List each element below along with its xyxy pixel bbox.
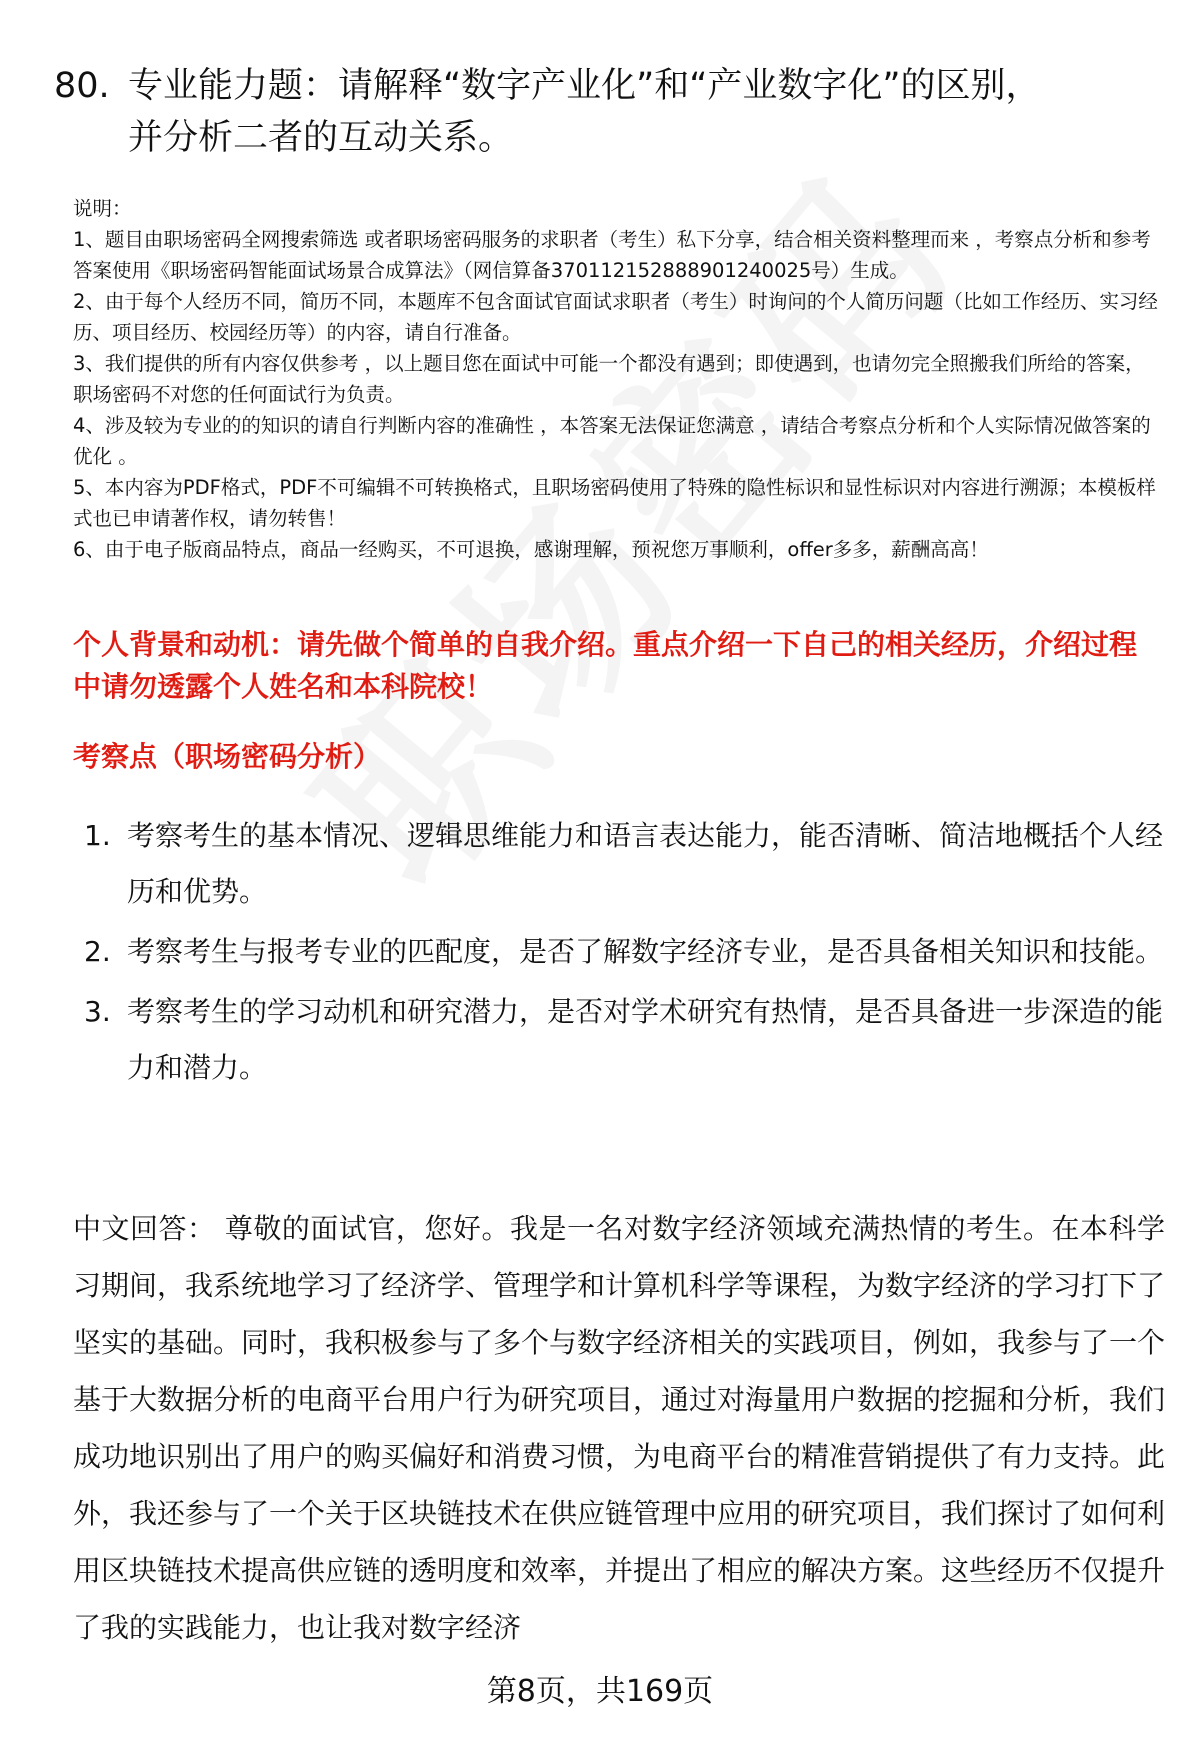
motivation-heading: 个人背景和动机：请先做个简单的自我介绍。重点介绍一下自己的相关经历，介绍过程中请勿透露个人姓名和本科院校！ [73,628,1138,703]
note-item: 6、由于电子版商品特点，商品一经购买，不可退换，感谢理解，预祝您万事顺利，offer多多，薪酬高高！ [73,538,989,561]
list-item [84,808,1164,920]
note-item: 4、涉及较为专业的的知识的请自行判断内容的准确性 ，本答案无法保证您满意 ，请结合考察点分析和个人实际情况做答案的优化 。 [73,414,1151,468]
list-item [84,984,1164,1096]
assessment-points-list [84,808,1164,1100]
question-line-2: 并分析二者的互动关系。 [128,118,514,158]
list-item-number: 1. [84,819,111,852]
notes-title: 说明： [73,197,132,220]
list-item-number: 2. [84,935,111,968]
notes-section [73,193,1163,565]
note-item: 3、我们提供的所有内容仅供参考 ，以上题目您在面试中可能一个都没有遇到；即使遇到，也请勿完全照搬我们所给的答案，职场密码不对您的任何面试行为负责。 [73,352,1145,406]
list-item [84,924,1164,980]
note-item: 2、由于每个人经历不同，简历不同，本题库不包含面试官面试求职者（考生）时询问的个人简历问题（比如工作经历、实习经历、项目经历、校园经历等）的内容，请自行准备。 [73,290,1158,344]
list-item-text: 考察考生的学习动机和研究潜力，是否对学术研究有热情，是否具备进一步深造的能力和潜力。 [127,995,1164,1084]
list-item-text: 考察考生的基本情况、逻辑思维能力和语言表达能力，能否清晰、简洁地概括个人经历和优势。 [127,819,1164,908]
note-item: 5、本内容为PDF格式，PDF不可编辑不可转换格式，且职场密码使用了特殊的隐性标识和显性标识对内容进行溯源；本模板样式也已申请著作权，请勿转售！ [73,476,1156,530]
list-item-number: 3. [84,995,111,1028]
question-line-1: 专业能力题：请解释“数字产业化”和“产业数字化”的区别， [128,66,1041,106]
answer-paragraph: 中文回答： 尊敬的面试官，您好。我是一名对数字经济领域充满热情的考生。在本科学习期间，我系统地学习了经济学、管理学和计算机科学等课程，为数字经济的学习打下了坚实的基础。同时，我积极参与了多个与数字经济相关的实践项目，例如，我参与了一个基于大数据分析的电商平台用户行为研究项目，通过对海量用户数据的挖掘和分析，我们成功地识别出了用户的购买偏好和消费习惯，为电商平台的精准营销提供了有力支持。此外，我还参与了一个关于区块链技术在供应链管理中应用的研究项目，我们探讨了如何利用区块链技术提高供应链的透明度和效率，并提出了相应的解决方案。这些经历不仅提升了我的实践能力，也让我对数字经济 [73,1212,1166,1644]
note-item: 1、题目由职场密码全网搜索筛选 或者职场密码服务的求职者（考生）私下分享，结合相关资料整理而来 ，考察点分析和参考答案使用《职场密码智能面试场景合成算法》（网信算备37011215288890124​0025号）生成。 [73,228,1151,282]
assessment-points-heading: 考察点（职场密码分析） [73,740,382,773]
question-title [54,60,1164,164]
page-footer: 第8页，共169页 [486,1674,714,1709]
question-number: 80. [54,66,110,106]
list-item-text: 考察考生与报考专业的匹配度，是否了解数字经济专业，是否具备相关知识和技能。 [127,935,1164,968]
